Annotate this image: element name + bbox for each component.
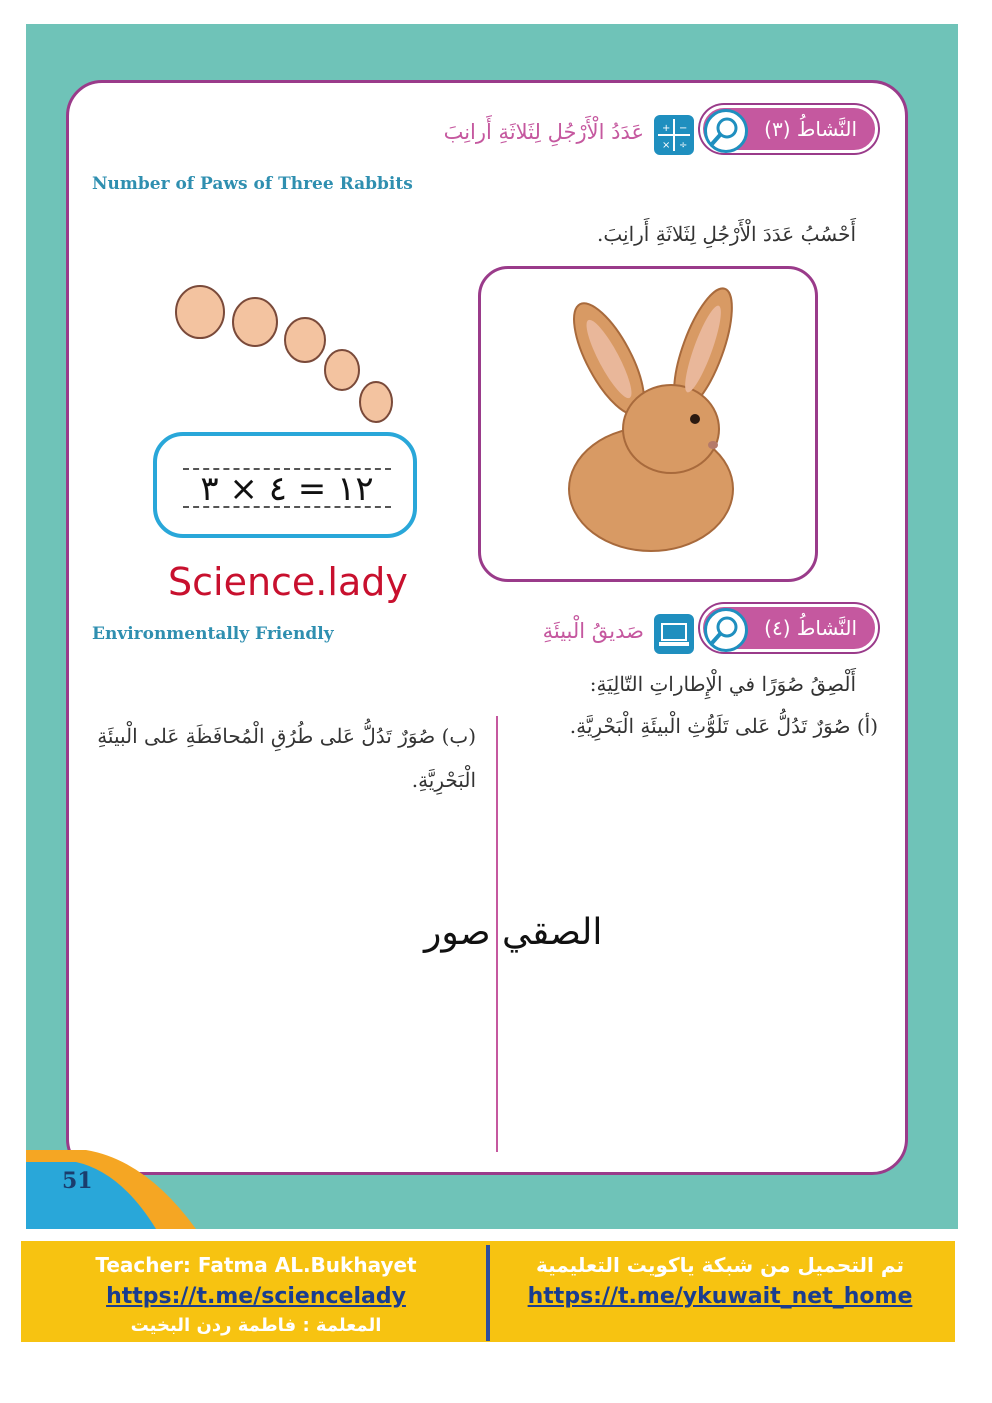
footer-left xyxy=(41,1249,471,1339)
activity4-item-a: (أ) صُوَرٌ تَدُلُّ عَلى تَلَوُّثِ الْبيئَةِ الْبَحْرِيَّةِ. xyxy=(569,714,878,738)
activity4-title: صَديقُ الْبيئَةِ xyxy=(542,619,644,643)
magnifier-icon xyxy=(704,109,748,153)
ykuwait-link[interactable]: https://t.me/ykuwait_net_home xyxy=(527,1284,913,1309)
equation-box xyxy=(153,432,417,538)
magnifier-icon xyxy=(704,608,748,652)
activity3-title: عَدَدُ الْأَرْجُلِ لِثَلاثَةِ أَرانِبَ xyxy=(443,120,644,144)
page-corner-decoration xyxy=(26,1150,196,1229)
equation-text: ١٢ = ٤ × ٣ xyxy=(183,468,391,508)
footer-right xyxy=(505,1249,935,1313)
paste-pictures-note: الصقي صور xyxy=(424,912,603,953)
svg-text:+: + xyxy=(662,123,671,134)
rabbit-image-frame xyxy=(478,266,818,582)
page-number: 51 xyxy=(62,1168,93,1194)
footer-separator xyxy=(486,1245,490,1341)
activity4-instruction: أَلْصِقُ صُوَرًا في الْإِطاراتِ التّالِيَةِ: xyxy=(589,672,856,696)
svg-text:×: × xyxy=(662,140,671,151)
activity4-item-b: (ب) صُوَرٌ تَدُلُّ عَلى طُرُقِ الْمُحافَظَةِ عَلى الْبيئَةِ الْبَحْرِيَّةِ. xyxy=(97,724,476,792)
calculator-icon xyxy=(652,113,696,157)
counting-hands-image xyxy=(170,280,400,435)
teacher-name-arabic: المعلمة : فاطمة ردن البخيت xyxy=(130,1315,382,1336)
brand-watermark: Science.lady xyxy=(168,560,408,604)
activity4-english-title: Environmentally Friendly xyxy=(92,624,334,644)
download-note: تم التحميل من شبكة ياكويت التعليمية xyxy=(535,1253,905,1277)
teacher-name: Teacher: Fatma AL.Bukhayet xyxy=(95,1253,417,1277)
activity3-english-title: Number of Paws of Three Rabbits xyxy=(92,174,413,194)
activity3-instruction: أَحْسُبُ عَدَدَ الْأَرْجُلِ لِثَلاثَةِ أَرانِبَ. xyxy=(597,222,856,246)
sciencelady-link[interactable]: https://t.me/sciencelady xyxy=(106,1284,406,1309)
laptop-icon xyxy=(652,612,696,656)
svg-text:−: − xyxy=(679,123,688,134)
svg-text:÷: ÷ xyxy=(679,140,688,151)
activity4-label: النَّشاطُ (٤) xyxy=(764,616,857,640)
activity3-label: النَّشاطُ (٣) xyxy=(764,117,857,141)
footer-banner xyxy=(21,1241,955,1342)
rabbit-image xyxy=(481,269,815,579)
